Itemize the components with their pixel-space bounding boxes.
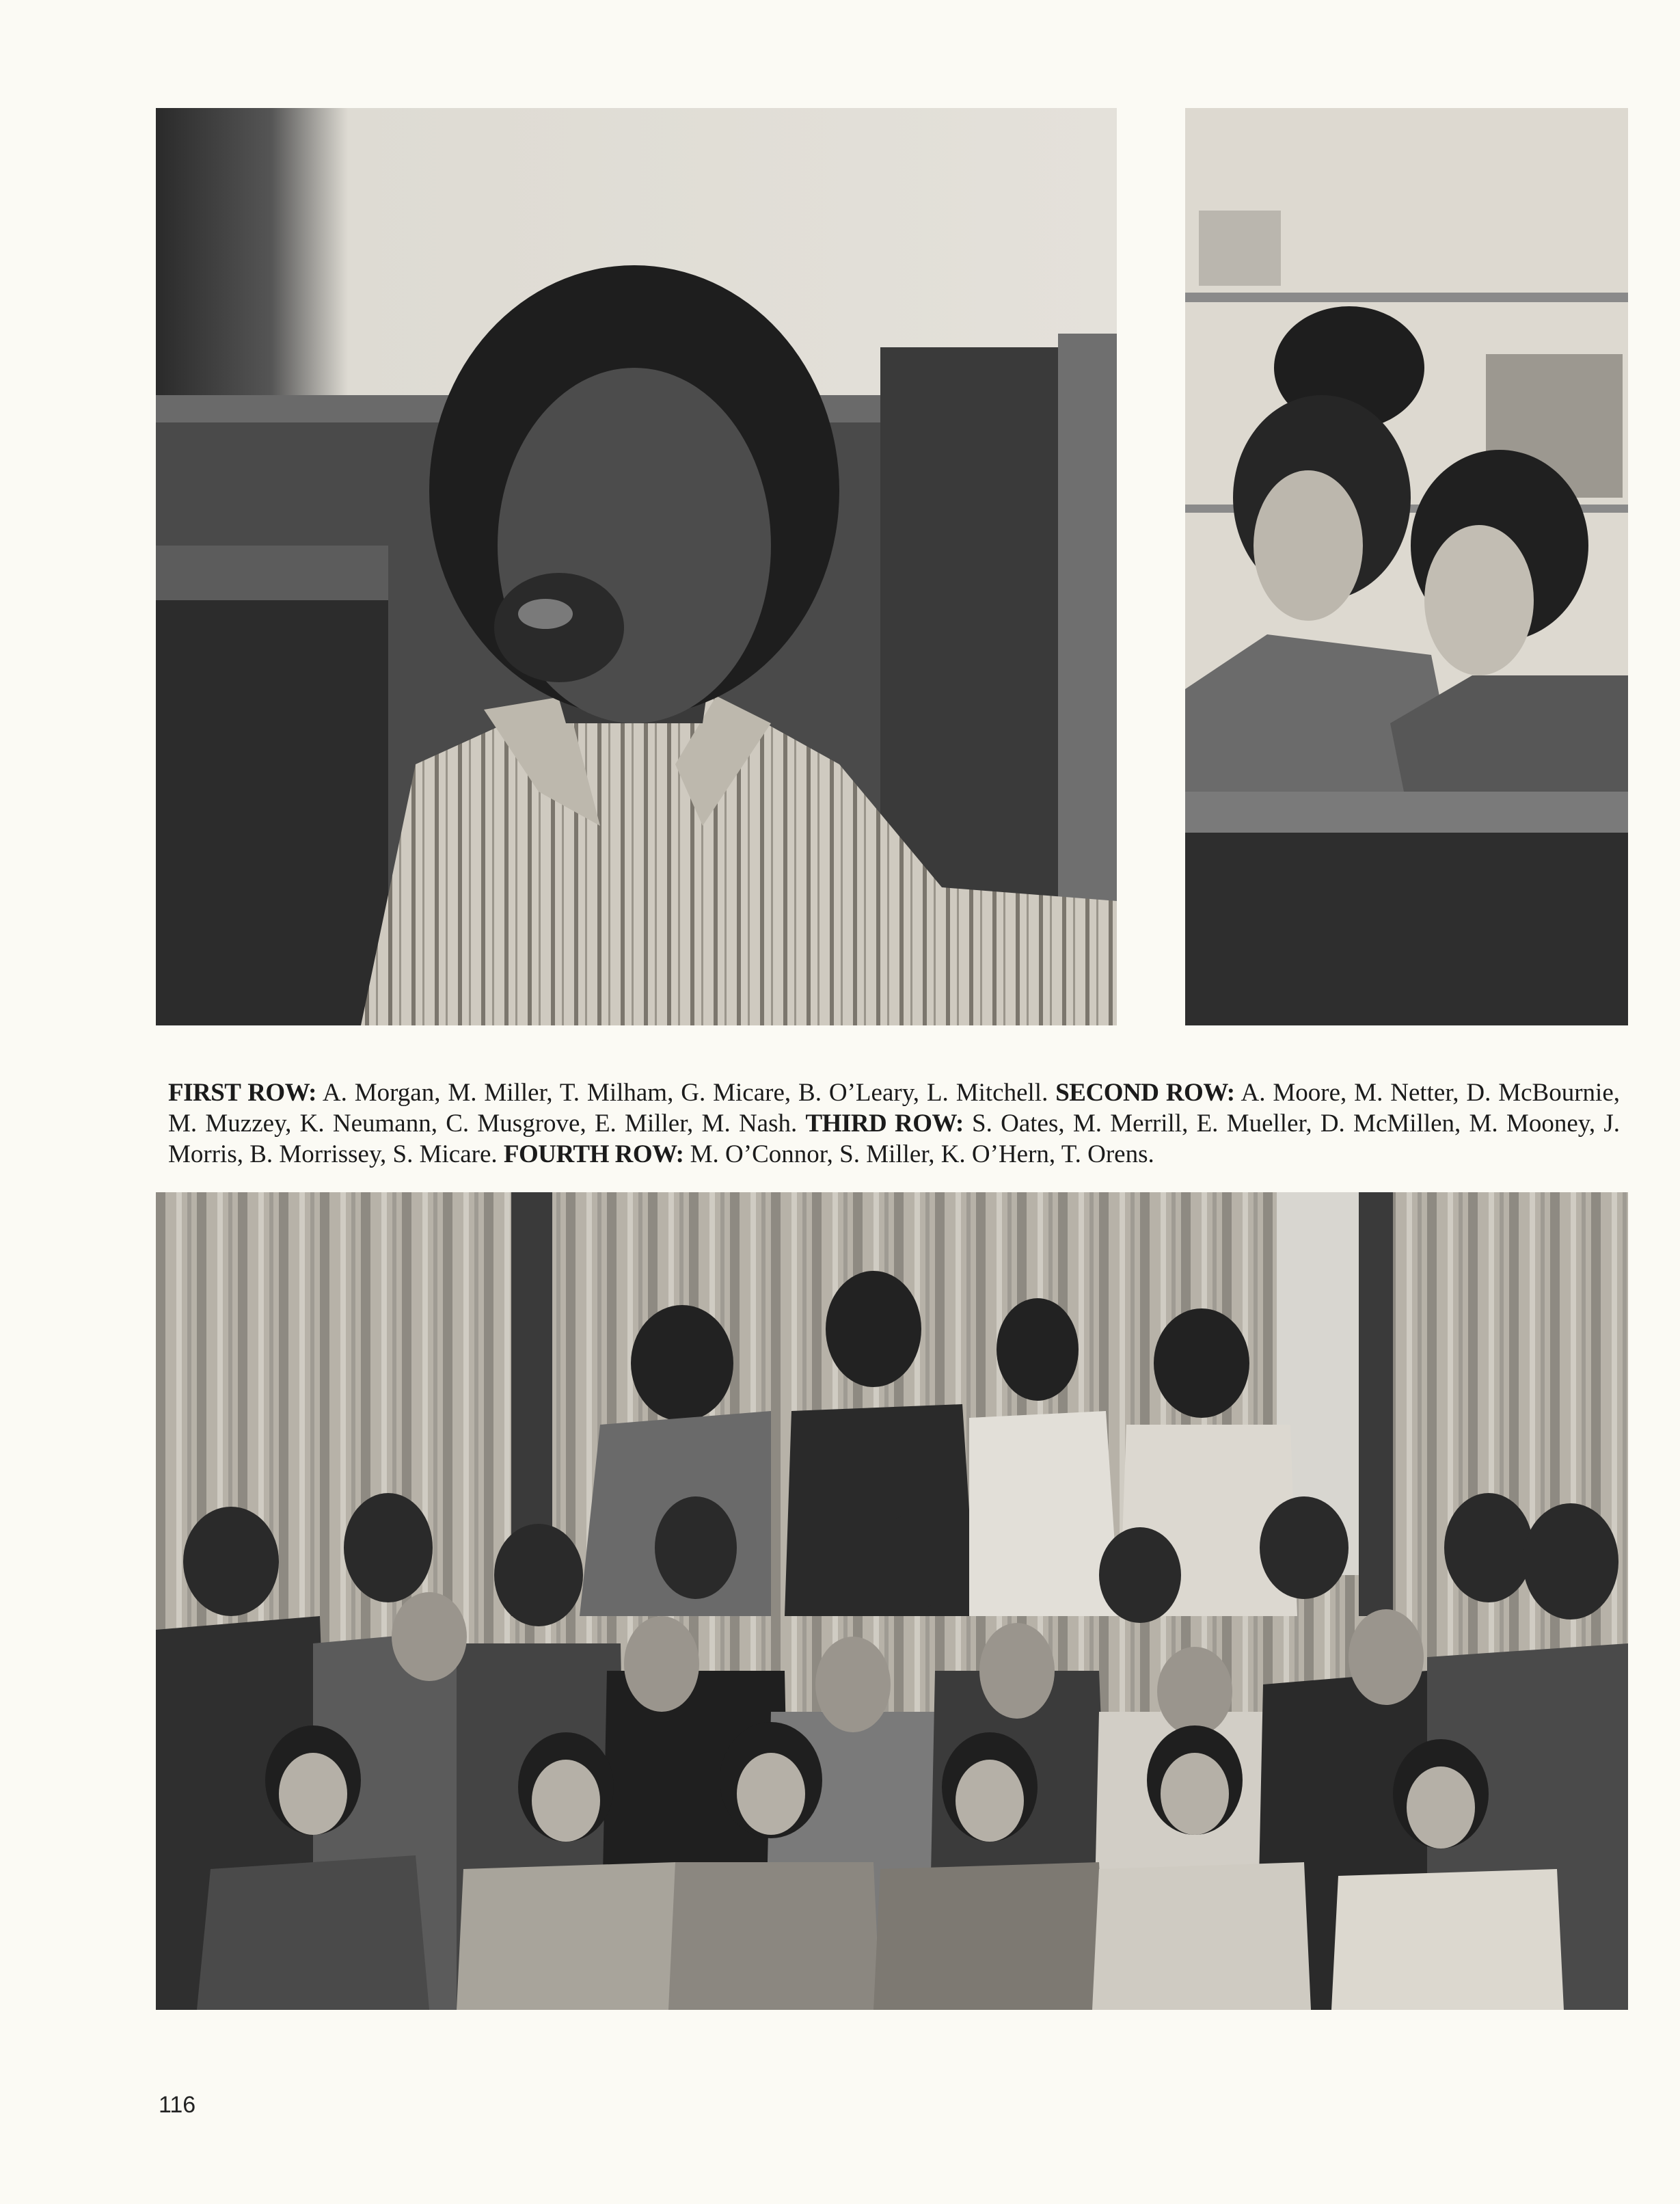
caption-first-row-label: FIRST ROW: [168,1079,316,1107]
photo-student-with-apple [156,108,1117,1025]
caption-third-row-label: THIRD ROW: [805,1110,964,1138]
page-number: 116 [159,2092,196,2118]
photo-students-at-counter-image [1185,108,1628,1025]
photo-group-image [156,1192,1628,2010]
caption-second-row-label: SECOND ROW: [1055,1079,1235,1107]
caption-fourth-row-names: M. O’Connor, S. Miller, K. O’Hern, T. Orens. [683,1140,1154,1168]
caption-second-row-names: A. Moore, M. Netter, D. McBournie, M. Muzzey, K. Neumann, C. Musgrove, E. Miller, M. Nash. [168,1079,1620,1138]
group-photo-caption [168,1077,1620,1170]
photo-students-at-counter [1185,108,1628,1025]
photo-student-with-apple-image [156,108,1117,1025]
caption-first-row-names: A. Morgan, M. Miller, T. Milham, G. Micare, B. O’Leary, L. Mitchell. [316,1079,1056,1107]
photo-group [156,1192,1628,2010]
caption-fourth-row-label: FOURTH ROW: [503,1140,684,1168]
caption-third-row-names: S. Oates, M. Merrill, E. Mueller, D. McMillen, M. Mooney, J. Morris, B. Morrissey, S. Micare. [168,1110,1620,1168]
